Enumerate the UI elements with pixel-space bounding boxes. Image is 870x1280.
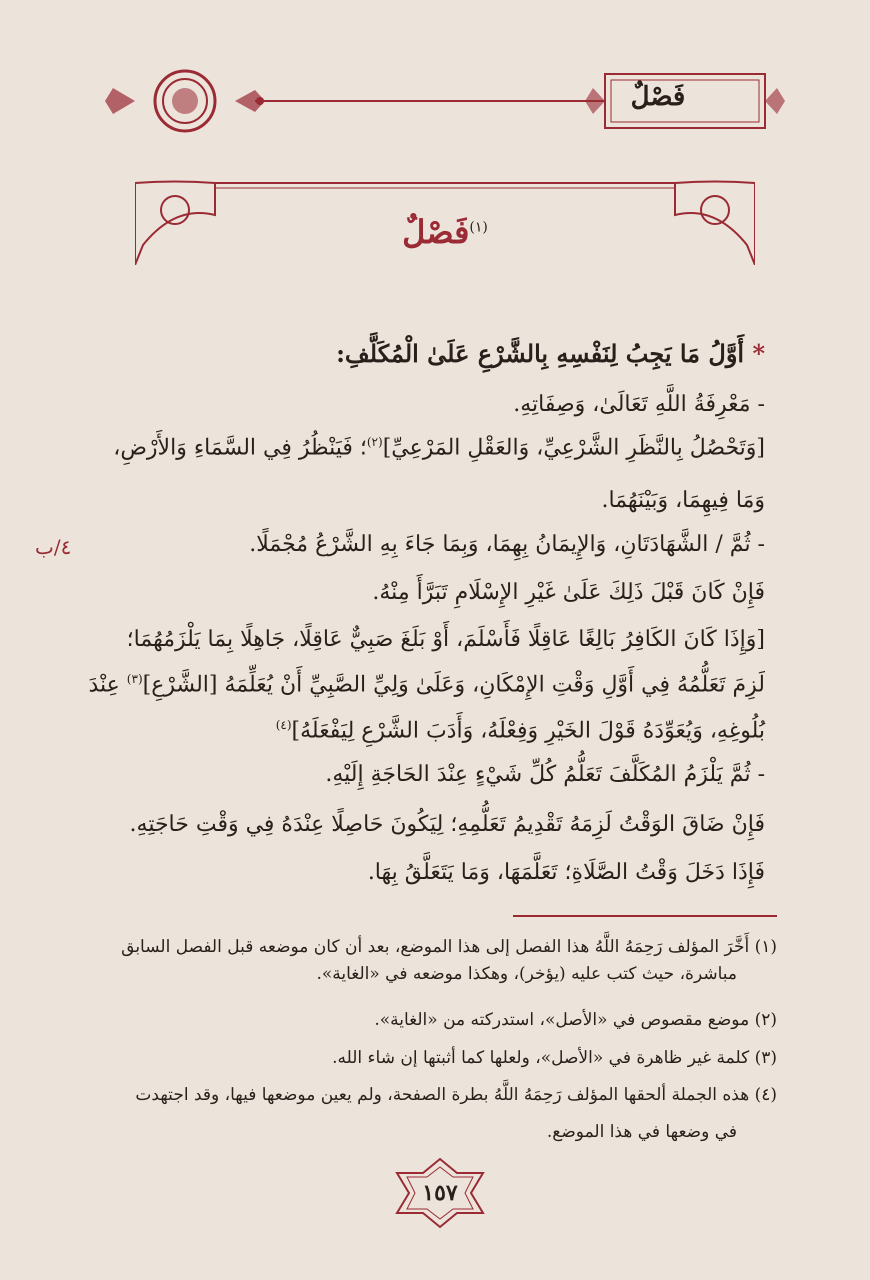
body-line-11: فَإِنْ ضَاقَ الوَقْتُ لَزِمَهُ تَقْدِيمُ تَعَلُّمِهِ؛ لِيَكُونَ حَاصِلًا عِنْدَهُ فِي وَقْتِ حَاجَتِهِ. [129,812,765,837]
section-title [135,213,755,251]
running-header-title: فَصْلٌ [630,82,686,112]
asterisk-mark: * [752,339,765,368]
body-line-1-text: أَوَّلُ مَا يَجِبُ لِنَفْسِهِ بِالشَّرْعِ عَلَىٰ الْمُكَلَّفِ: [336,339,745,368]
footnote-divider [513,915,777,917]
footnote-3: (٣) كلمة غير ظاهرة في «الأصل»، ولعلها كما أثبتها إن شاء الله. [332,1048,777,1068]
body-line-10: - ثُمَّ يَلْزَمُ المُكَلَّفَ تَعَلُّمُ كُلِّ شَيْءٍ عِنْدَ الحَاجَةِ إِلَيْهِ. [325,762,765,787]
body-line-9-text: بُلُوغِهِ، وَيُعَوِّدَهُ قَوْلَ الخَيْرِ وَفِعْلَهُ، وَأَدَبَ الشَّرْعِ لِيَفْعَلَهُ] [291,718,765,744]
footnote-4-line-2: في وضعها في هذا الموضع. [546,1122,737,1142]
body-line-3-text: [وَتَحْصُلُ بِالنَّظَرِ الشَّرْعِيِّ، وَالعَقْلِ المَرْعِيِّ] [382,435,765,461]
body-line-3 [95,435,765,462]
footnote-ref-4: (٤) [275,718,292,732]
body-line-7: [وَإِذَا كَانَ الكَافِرُ بَالِغًا عَاقِلًا فَأَسْلَمَ، أَوْ بَلَغَ صَبِيٌّ عَاقِلًا، جَاهِلًا بِمَا يَلْزَمُهُمَا؛ [126,627,765,652]
section-header [135,175,755,265]
body-line-8-text: لَزِمَ تَعَلُّمُهُ فِي أَوَّلِ وَقْتِ الإِمْكَانِ، وَعَلَىٰ وَلِيِّ الصَّبِيِّ أَنْ يُعَلِّمَهُ [الشَّرْعِ] [142,672,765,698]
running-header [105,68,785,138]
page-number: ١٥٧ [422,1180,458,1206]
body-line-4: وَمَا فِيهِمَا، وَبَيْنَهُمَا. [601,488,765,513]
footnote-4-line-1: (٤) هذه الجملة ألحقها المؤلف رَحِمَهُ اللَّهُ بطرة الصفحة، ولم يعين موضعها فيها، وقد اجتهدت [135,1085,777,1105]
footnote-1-line-1: (١) أَخَّرَ المؤلف رَحِمَهُ اللَّهُ هذا الفصل إلى هذا الموضع، بعد أن كان موضعه قبل الفصل السابق [121,937,777,957]
section-footnote-ref: (١) [469,219,488,236]
body-line-9 [95,718,765,745]
body-line-2: - مَعْرِفَةُ اللَّهِ تَعَالَىٰ، وَصِفَاتِهِ. [513,392,765,417]
footnote-2: (٢) موضع مقصوص في «الأصل»، استدركته من «الغاية». [374,1010,777,1030]
footnote-1-line-2: مباشرة، حيث كتب عليه (يؤخر)، وهكذا موضعه في «الغاية». [316,964,737,984]
body-line-8 [88,672,765,699]
body-line-6: فَإِنْ كَانَ قَبْلَ ذَلِكَ عَلَىٰ غَيْرِ الإِسْلَامِ تَبَرَّأَ مِنْهُ. [372,580,765,605]
margin-folio-note: ٤/ب [35,535,72,559]
footnote-ref-2: (٢) [366,435,383,449]
footnote-ref-3: (٣) [126,672,143,686]
body-line-12: فَإِذَا دَخَلَ وَقْتُ الصَّلَاةِ؛ تَعَلَّمَهَا، وَمَا يَتَعَلَّقُ بِهَا. [367,860,765,885]
body-line-3-end: ؛ فَيَنْظُرُ فِي السَّمَاءِ وَالأَرْضِ، [113,435,367,461]
body-line-5: - ثُمَّ / الشَّهَادَتَانِ، وَالإِيمَانُ بِهِمَا، وَبِمَا جَاءَ بِهِ الشَّرْعُ مُجْمَلًا. [249,532,765,557]
section-title-text: فَصْلٌ [402,213,470,251]
body-line-8-end: عِنْدَ [88,672,120,698]
body-line-1 [95,340,765,369]
page-number-badge [395,1157,485,1229]
